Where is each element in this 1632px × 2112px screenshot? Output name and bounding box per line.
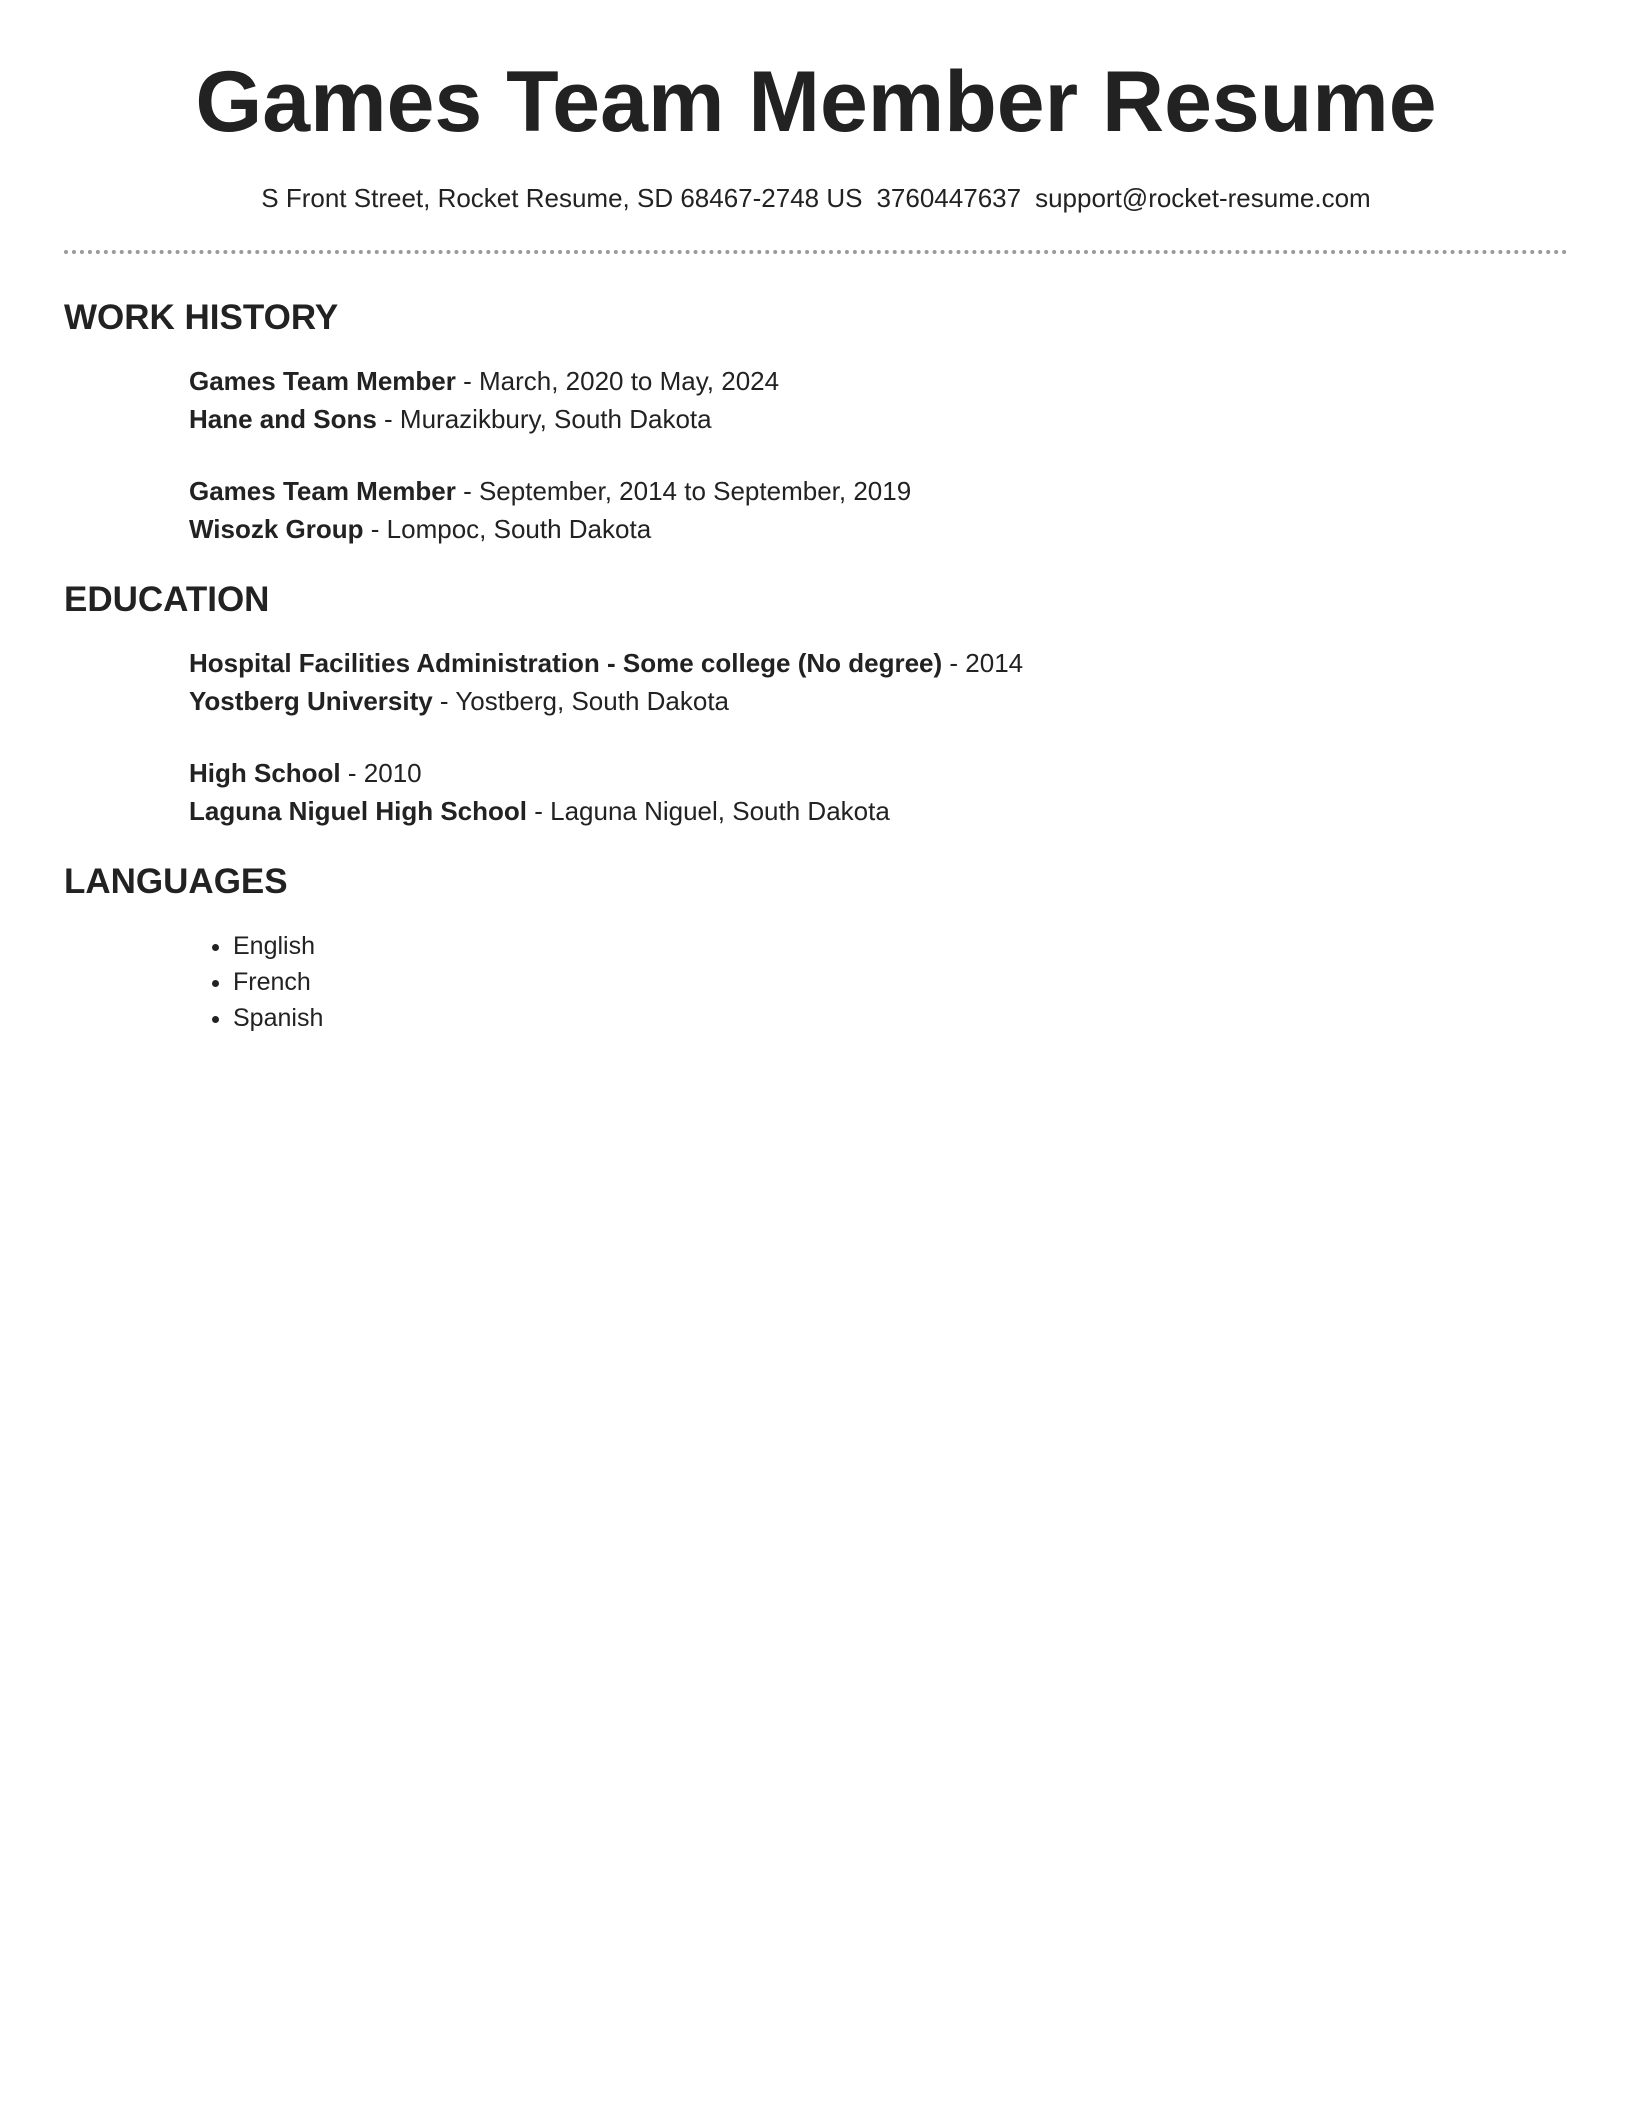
contact-email: support@rocket-resume.com [1035, 183, 1371, 213]
education-entry-location: - Yostberg, South Dakota [432, 686, 730, 716]
language-item: • French [233, 964, 323, 1000]
work-entry-org: Hane and Sons [189, 404, 377, 434]
section-heading-work-history: WORK HISTORY [64, 298, 339, 337]
work-entry [189, 472, 911, 548]
section-heading-languages: LANGUAGES [64, 862, 288, 901]
education-entry-org-line [189, 792, 890, 830]
work-entry-dates: - March, 2020 to May, 2024 [455, 366, 780, 396]
contact-line [0, 180, 1632, 216]
work-entry-title-line [189, 362, 779, 400]
work-entry-location: - Lompoc, South Dakota [363, 514, 652, 544]
education-entry-title-line [189, 644, 1023, 682]
work-entry-title-line [189, 472, 911, 510]
work-entry [189, 362, 779, 438]
education-entry-title: Hospital Facilities Administration - Some college (No degree) [189, 648, 943, 678]
work-entry-title: Games Team Member [189, 366, 456, 396]
education-entry-dates: - 2010 [340, 758, 422, 788]
education-entry-title: High School [189, 758, 341, 788]
work-entry-org-line [189, 400, 779, 438]
education-entry-dates: - 2014 [942, 648, 1024, 678]
work-entry-dates: - September, 2014 to September, 2019 [455, 476, 912, 506]
work-entry-title: Games Team Member [189, 476, 456, 506]
language-item: • Spanish [233, 1000, 323, 1036]
education-entry-location: - Laguna Niguel, South Dakota [527, 796, 890, 826]
work-entry-org-line [189, 510, 911, 548]
education-entry-org-line [189, 682, 1023, 720]
page-title: Games Team Member Resume [195, 54, 1437, 150]
section-heading-education: EDUCATION [64, 580, 270, 619]
header-divider [64, 250, 1568, 254]
education-entry-org: Laguna Niguel High School [189, 796, 527, 826]
education-entry-title-line [189, 754, 890, 792]
contact-phone: 3760447637 [876, 183, 1022, 213]
work-entry-location: - Murazikbury, South Dakota [376, 404, 712, 434]
work-entry-org: Wisozk Group [189, 514, 364, 544]
languages-list [189, 928, 323, 1036]
education-entry [189, 644, 1023, 720]
education-entry-org: Yostberg University [189, 686, 433, 716]
language-item: • English [233, 928, 323, 964]
contact-address: S Front Street, Rocket Resume, SD 68467-2748 US [261, 183, 863, 213]
education-entry [189, 754, 890, 830]
